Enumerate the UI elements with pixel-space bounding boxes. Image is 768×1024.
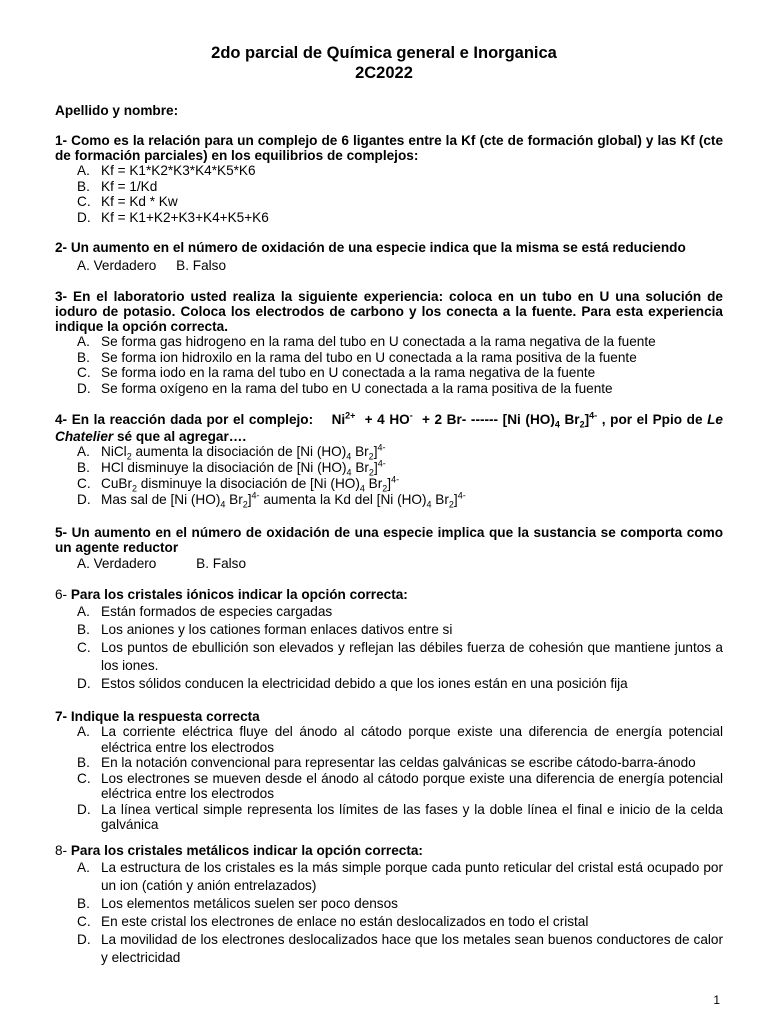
option: D. Estos sólidos conducen la electricidad debido a que los iones están en una posición fija xyxy=(77,676,628,691)
option: B. En la notación convencional para representar las celdas galvánicas se escribe cátodo-barra-ánodo xyxy=(77,755,696,770)
option: A. La corriente eléctrica fluye del ánodo al cátodo porque existe una diferencia de energía potencial eléctrica entre los electrodos xyxy=(77,724,723,755)
page-number: 1 xyxy=(713,993,720,1007)
option: C. CuBr$_2$ disminuye la disociación de [Ni $(HO)_4$ $Br_2]^{4-}$ xyxy=(77,474,400,494)
le-chatelier: Le Chatelier xyxy=(55,412,723,444)
option: B. Los aniones y los cationes forman enlaces dativos entre si xyxy=(77,622,453,637)
question-8: 8- Para los cristales metálicos indicar la opción correcta: xyxy=(55,843,423,858)
option: C. Los puntos de ebullición son elevados y reflejan las débiles fuerza de cohesión que mantiene juntos a los iones. xyxy=(77,640,723,673)
question-1: 1- Como es la relación para un complejo de 6 ligantes entre la Kf (cte de formación global) y las Kf (cte de formación parciales) en los equilibrios de complejos: xyxy=(55,133,723,163)
question-1-options xyxy=(55,163,723,225)
question-7: 7- Indique la respuesta correcta xyxy=(55,709,260,724)
option: A. La estructura de los cristales es la más simple porque cada punto reticular del cristal está ocupado por un ion (catión y anión entrelazados) xyxy=(77,860,723,893)
option: A. Verdadero xyxy=(77,556,157,571)
option: C. En este cristal los electrones de enlace no están deslocalizados en todo el cristal xyxy=(77,914,589,929)
question-7-options xyxy=(55,724,723,833)
option: C. Kf = Kd * Kw xyxy=(77,194,178,209)
option: C. Se forma iodo en la rama del tubo en U conectada a la rama negativa de la fuente xyxy=(77,365,596,380)
option: D. Kf = K1+K2+K3+K4+K5+K6 xyxy=(77,209,269,225)
question-8-options xyxy=(55,859,723,967)
option: D. Se forma oxígeno en la rama del tubo en U conectada a la rama positiva de la fuente xyxy=(77,380,613,396)
question-6-options xyxy=(55,603,723,693)
option: B. Se forma ion hidroxilo en la rama del tubo en U conectada a la rama positiva de la fuente xyxy=(77,349,637,365)
option: D. La movilidad de los electrones deslocalizados hace que los metales sean buenos conductores de calor y electricidad xyxy=(77,932,723,965)
question-3: 3- En el laboratorio usted realiza la siguiente experiencia: coloca en un tubo en U una solución de ioduro de potasio. Coloca los electrodos de carbono y los conecta a la fuente. Para esta experiencia indique la opción correcta. xyxy=(55,289,723,334)
option: B. Falso xyxy=(176,258,227,273)
question-2: 2- Un aumento en el número de oxidación de una especie indica que la misma se está reduciendo xyxy=(55,240,686,255)
question-5: 5- Un aumento en el número de oxidación de una especie implica que la sustancia se comporta como un agente reductor xyxy=(55,525,723,555)
student-name-label: Apellido y nombre: xyxy=(55,103,179,118)
option: B. HCl disminuye la disociación de [Ni $(HO)_4$ $Br_2]^{4-}$ xyxy=(77,458,386,478)
question-3-options xyxy=(55,334,723,396)
option: B. Los elementos metálicos suelen ser poco densos xyxy=(77,896,398,911)
question-5-options xyxy=(77,556,246,571)
exam-title: 2do parcial de Química general e Inorganica xyxy=(211,44,557,62)
option: D. Mas sal de [Ni $(HO)_4$ $Br_2]^{4-}$ aumenta la Kd del [Ni $(HO)_4$ $Br_2]^{4-}$ xyxy=(77,490,466,510)
option: A. Se forma gas hidrogeno en la rama del tubo en U conectada a la rama negativa de la fuente xyxy=(77,334,656,349)
question-4-options xyxy=(55,444,723,508)
option: A. Verdadero xyxy=(77,258,157,273)
option: A. Kf = K1*K2*K3*K4*K5*K6 xyxy=(77,163,256,178)
option: A. Están formados de especies cargadas xyxy=(77,604,333,619)
option: D. La línea vertical simple representa los límites de las fases y la doble línea el final e inicio de la celda galvánica xyxy=(77,801,723,832)
question-6: 6- Para los cristales iónicos indicar la opción correcta: xyxy=(55,587,408,602)
question-4: 4- En la reacción dada por el complejo: $Ni^{2+} + 4$ HO- + 2 Br- ------ [Ni $(HO)_4$ $Br_2]^{4-}$ , por el Ppio de Le Chatelier sé que al agregar…. xyxy=(55,410,723,444)
option: A. NiCl$_2$ aumenta la disociación de [Ni $(HO)_4$ $Br_2]^{4-}$ xyxy=(77,442,386,462)
option: C. Los electrones se mueven desde el ánodo al cátodo porque existe una diferencia de energía potencial eléctrica entre los electrodos xyxy=(77,770,723,801)
question-2-options xyxy=(77,258,226,273)
option: B. Kf = 1/Kd xyxy=(77,178,158,194)
option: B. Falso xyxy=(196,556,247,571)
exam-term: 2C2022 xyxy=(355,64,413,82)
